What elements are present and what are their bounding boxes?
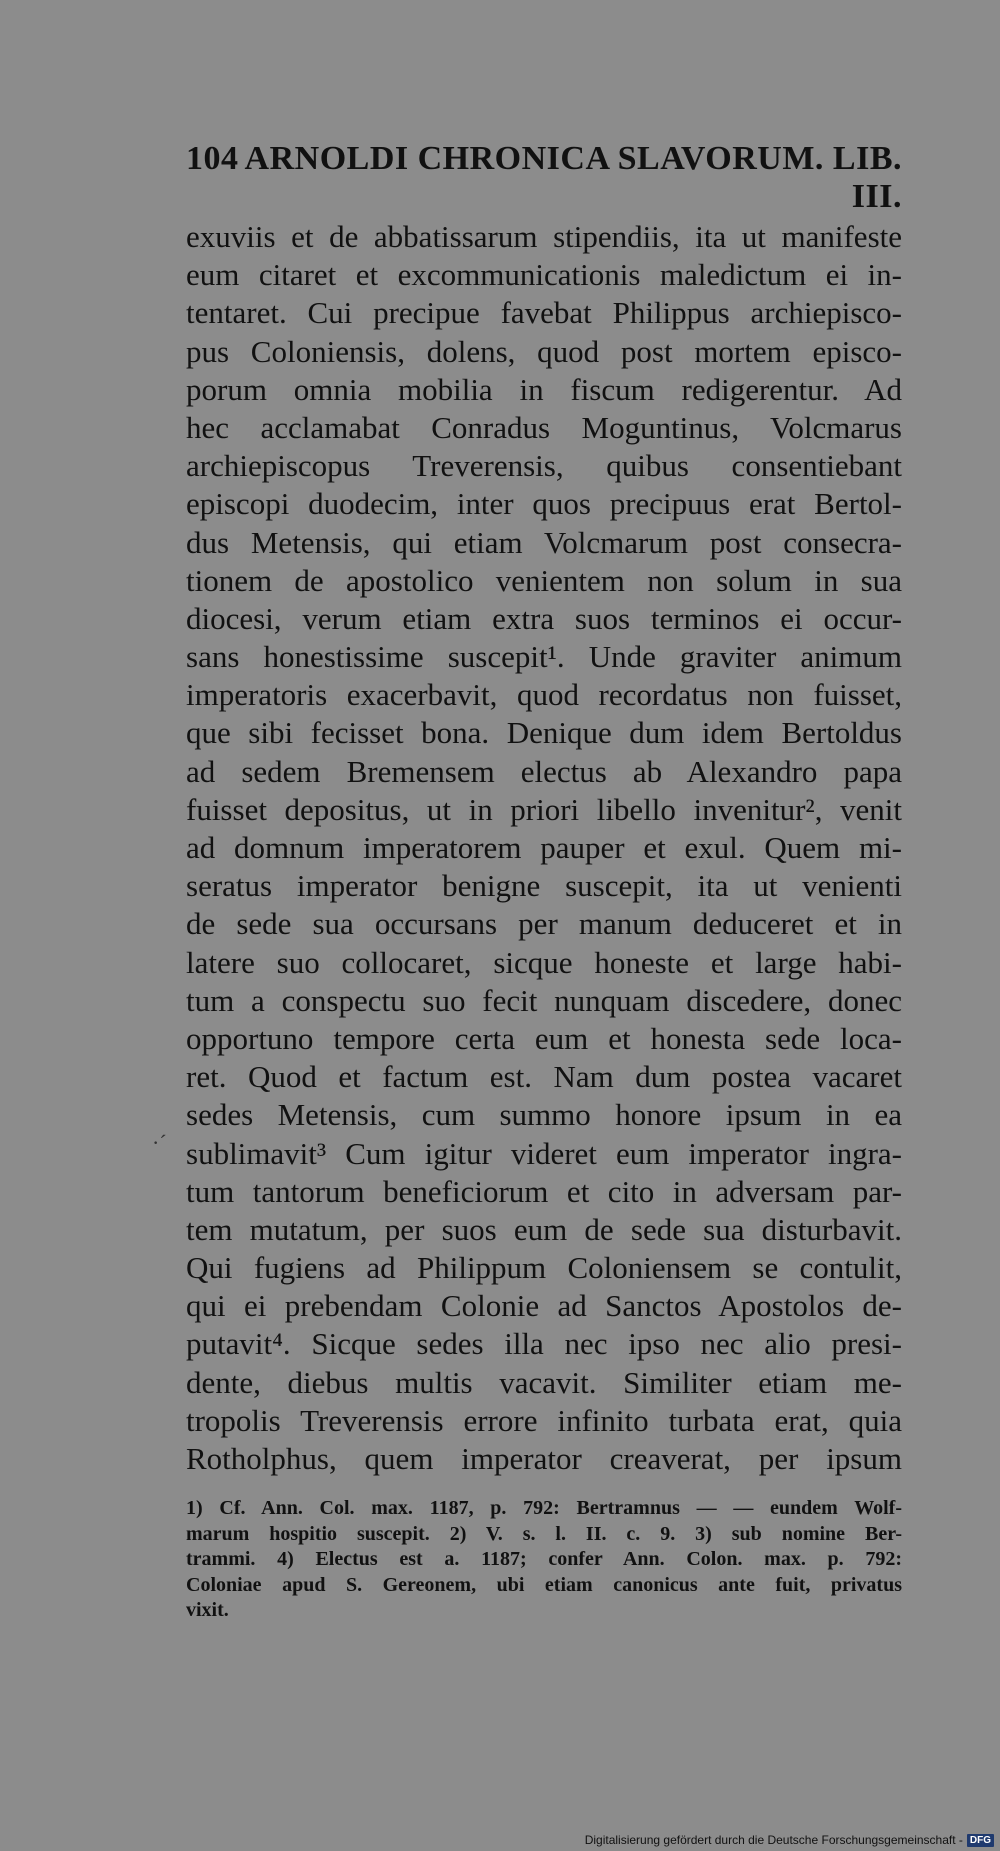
dfg-logo: DFG <box>967 1834 994 1847</box>
text-line: tionem de apostolico venientem non solum in sua <box>186 562 902 598</box>
text-line: dus Metensis, qui etiam Volcmarum post consecra- <box>186 524 902 560</box>
text-line: tem mutatum, per suos eum de sede sua disturbavit. <box>186 1211 902 1247</box>
running-head <box>186 140 902 215</box>
text-line: Rotholphus, quem imperator creaverat, per ipsum <box>186 1441 902 1476</box>
running-title: ARNOLDI CHRONICA SLAVORUM. LIB. III. <box>244 140 902 215</box>
body-text <box>186 218 902 1478</box>
text-line: sedes Metensis, cum summo honore ipsum in ea <box>186 1097 902 1133</box>
text-line: opportuno tempore certa eum et honesta sede loca- <box>186 1020 902 1056</box>
text-line: exuviis et de abbatissarum stipendiis, ita ut manifeste <box>186 219 902 254</box>
text-line: pus Coloniensis, dolens, quod post mortem episco- <box>186 333 902 369</box>
text-line: diocesi, verum etiam extra suos terminos ei occur- <box>186 600 902 636</box>
text-line: tentaret. Cui precipue favebat Philippus archiepisco- <box>186 295 902 331</box>
text-line: Qui fugiens ad Philippum Coloniensem se contulit, <box>186 1250 902 1286</box>
text-line: qui ei prebendam Colonie ad Sanctos Apostolos de- <box>186 1288 902 1324</box>
digitization-credit <box>585 1831 994 1849</box>
text-line: porum omnia mobilia in fiscum redigerentur. Ad <box>186 371 902 407</box>
text-line: ad sedem Bremensem electus ab Alexandro papa <box>186 753 902 789</box>
text-line: de sede sua occursans per manum deduceret et in <box>186 906 902 942</box>
text-line: que sibi fecisset bona. Denique dum idem Bertoldus <box>186 715 902 751</box>
text-line: ret. Quod et factum est. Nam dum postea vacaret <box>186 1059 902 1095</box>
text-line: sans honestissime suscepit¹. Unde graviter animum <box>186 639 902 675</box>
footnote-line: vixit. <box>186 1599 229 1621</box>
text-line: seratus imperator benigne suscepit, ita ut venienti <box>186 868 902 904</box>
margin-mark: ·´ <box>152 1130 167 1155</box>
text-line: imperatoris exacerbavit, quod recordatus non fuisset, <box>186 677 902 713</box>
text-line: dente, diebus multis vacavit. Similiter etiam me- <box>186 1364 902 1400</box>
credit-text: Digitalisierung gefördert durch die Deutsche Forschungsgemeinschaft - <box>584 1833 963 1847</box>
text-line: hec acclamabat Conradus Moguntinus, Volcmarus <box>186 409 902 445</box>
text-line: fuisset depositus, ut in priori libello invenitur², venit <box>186 791 902 827</box>
footnote-line: trammi. 4) Electus est a. 1187; confer Ann. Colon. max. p. 792: <box>186 1548 902 1570</box>
footnote-line: marum hospitio suscepit. 2) V. s. l. II. c. 9. 3) sub nomine Ber- <box>186 1522 902 1545</box>
footnote-line: 1) Cf. Ann. Col. max. 1187, p. 792: Bertramnus — — eundem Wolf- <box>186 1497 902 1519</box>
text-line: eum citaret et excommunicationis maledictum ei in- <box>186 257 902 293</box>
text-line: putavit⁴. Sicque sedes illa nec ipso nec alio presi- <box>186 1326 902 1362</box>
text-line: episcopi duodecim, inter quos precipuus erat Bertol- <box>186 486 902 522</box>
footnote-line: Coloniae apud S. Gereonem, ubi etiam canonicus ante fuit, privatus <box>186 1573 902 1596</box>
text-line: ad domnum imperatorem pauper et exul. Quem mi- <box>186 830 902 865</box>
text-line: sublimavit³ Cum igitur videret eum imperator ingra- <box>186 1135 902 1171</box>
text-line: archiepiscopus Treverensis, quibus consentiebant <box>186 448 902 484</box>
footnotes <box>186 1496 902 1624</box>
text-line: latere suo collocaret, sicque honeste et large habi- <box>186 944 902 980</box>
text-line: tropolis Treverensis errore infinito turbata erat, quia <box>186 1402 902 1438</box>
text-line: tum tantorum beneficiorum et cito in adversam par- <box>186 1173 902 1209</box>
page-number: 104 <box>186 140 239 177</box>
text-line: tum a conspectu suo fecit nunquam discedere, donec <box>186 982 902 1018</box>
